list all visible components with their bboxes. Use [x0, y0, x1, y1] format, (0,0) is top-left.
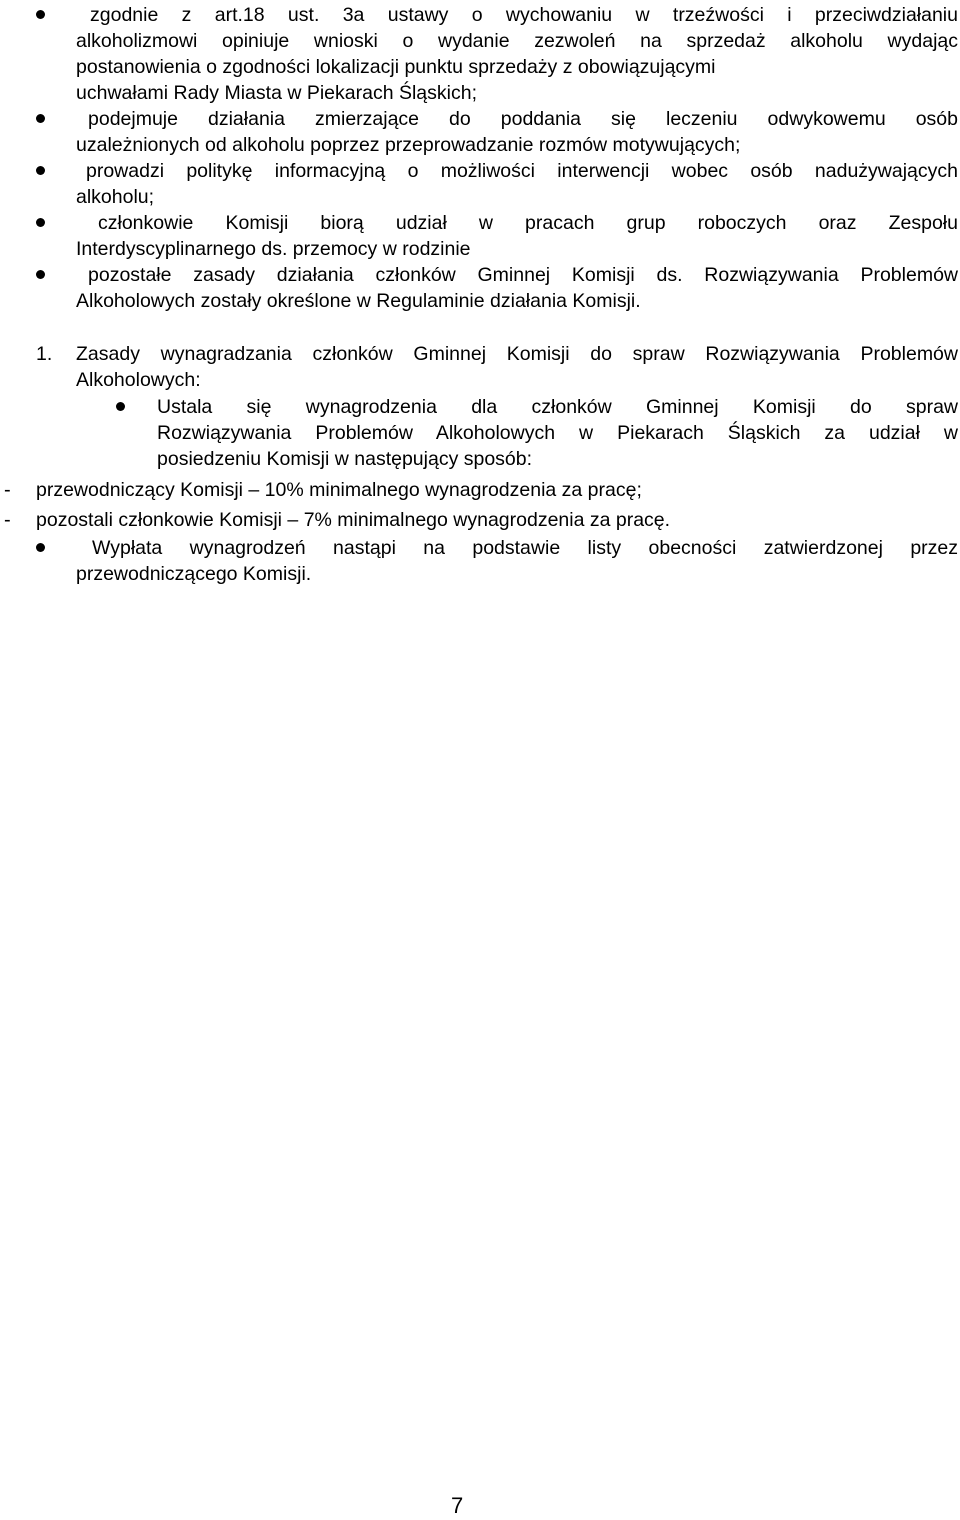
paragraph-line: alkoholu;: [76, 186, 155, 208]
bullet-dot: [116, 402, 125, 411]
dash-marker: -: [4, 509, 11, 531]
section-number: 1.: [36, 343, 53, 365]
bullet-dot: [36, 166, 45, 175]
page-number: 7: [451, 1493, 464, 1518]
bullet-dot: [36, 543, 45, 552]
paragraph-line: uzależnionych od alkoholu poprzez przeprowadzanie rozmów motywujących;: [76, 134, 741, 156]
paragraph-line: podejmuje działania zmierzające do poddania się leczeniu odwykowemu osób: [88, 108, 958, 130]
paragraph-line: alkoholizmowi opiniuje wnioski o wydanie zezwoleń na sprzedaż alkoholu wydając: [76, 30, 958, 52]
paragraph-line: przewodniczącego Komisji.: [76, 563, 312, 585]
paragraph-line: postanowienia o zgodności lokalizacji punktu sprzedaży z obowiązującymi: [76, 56, 716, 78]
dash-item: pozostali członkowie Komisji – 7% minimalnego wynagrodzenia za pracę.: [36, 509, 671, 531]
paragraph-line: uchwałami Rady Miasta w Piekarach Śląskich;: [76, 82, 477, 104]
paragraph-line: zgodnie z art.18 ust. 3a ustawy o wychowaniu w trzeźwości i przeciwdziałaniu: [90, 4, 958, 26]
paragraph-line: pozostałe zasady działania członków Gminnej Komisji ds. Rozwiązywania Problemów: [88, 264, 958, 286]
section-heading-line: Alkoholowych:: [76, 369, 201, 391]
paragraph-line: członkowie Komisji biorą udział w pracach grup roboczych oraz Zespołu: [98, 212, 958, 234]
paragraph-line: posiedzeniu Komisji w następujący sposób:: [157, 448, 533, 470]
bullet-dot: [36, 270, 45, 279]
bullet-dot: [36, 114, 45, 123]
paragraph-line: Alkoholowych zostały określone w Regulaminie działania Komisji.: [76, 290, 641, 312]
bullet-dot: [36, 10, 45, 19]
section-heading-line: Zasady wynagradzania członków Gminnej Komisji do spraw Rozwiązywania Problemów: [76, 343, 958, 365]
paragraph-line: Rozwiązywania Problemów Alkoholowych w Piekarach Śląskich za udział w: [157, 422, 958, 444]
paragraph-line: prowadzi politykę informacyjną o możliwości interwencji wobec osób nadużywających: [86, 160, 958, 182]
dash-marker: -: [4, 479, 11, 501]
paragraph-line: Ustala się wynagrodzenia dla członków Gminnej Komisji do spraw: [157, 396, 958, 418]
dash-item: przewodniczący Komisji – 10% minimalnego wynagrodzenia za pracę;: [36, 479, 642, 501]
paragraph-line: Wypłata wynagrodzeń nastąpi na podstawie listy obecności zatwierdzonej przez: [92, 537, 958, 559]
paragraph-line: Interdyscyplinarnego ds. przemocy w rodzinie: [76, 238, 471, 260]
bullet-dot: [36, 218, 45, 227]
